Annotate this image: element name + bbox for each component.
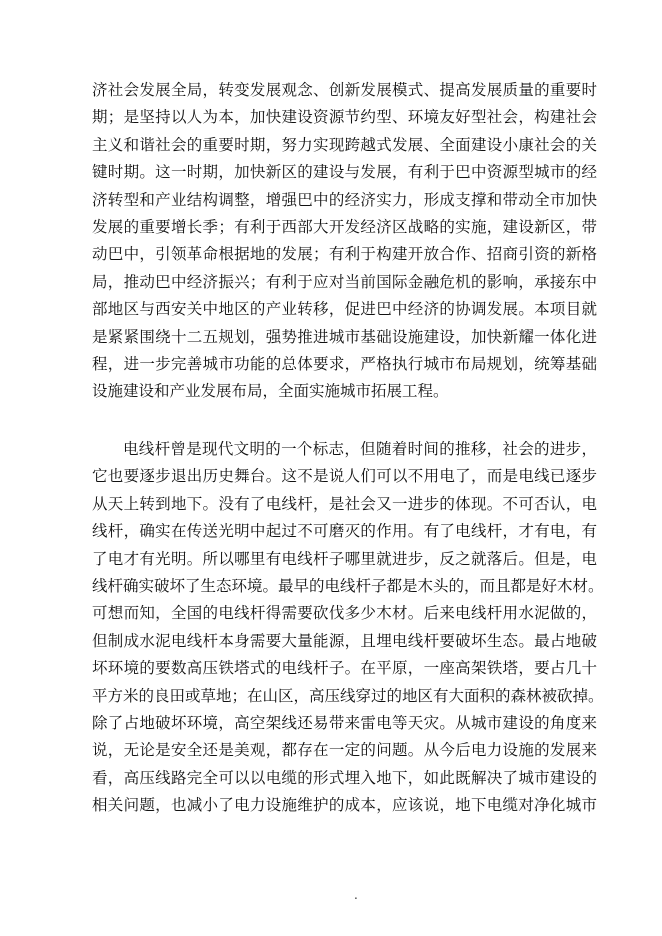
text-line: 看，高压线路完全可以以电缆的形式埋入地下，如此既解决了城市建设的 (92, 768, 597, 787)
text-line: 键时期。这一时期，加快新区的建设与发展，有利于巴中资源型城市的经 (92, 163, 597, 182)
text-line: 相关问题，也减小了电力设施维护的成本，应该说，地下电缆对净化城市 (92, 796, 597, 815)
text-line: 期；是坚持以人为本，加快建设资源节约型、环境友好型社会，构建社会 (92, 108, 597, 127)
text-line: 它也要逐步退出历史舞台。这不是说人们可以不用电了，而是电线已逐步 (92, 467, 597, 486)
paragraph-economic-development (92, 77, 597, 406)
text-line: 坏环境的要数高压铁塔式的电线杆子。在平原，一座高架铁塔，要占几十 (92, 659, 597, 678)
text-line: 可想而知，全国的电线杆得需要砍伐多少木材。后来电线杆用水泥做的， (92, 604, 597, 623)
text-line: 但制成水泥电线杆本身需要大量能源，且埋电线杆要破坏生态。最占地破 (92, 631, 597, 650)
text-line: 是紧紧围绕十二五规划，强势推进城市基础设施建设，加快新耀一体化进 (92, 327, 597, 346)
text-line: 济社会发展全局，转变发展观念、创新发展模式、提高发展质量的重要时 (92, 81, 597, 99)
text-line: 程，进一步完善城市功能的总体要求，严格执行城市布局规划，统筹基础 (92, 354, 597, 373)
text-line: 说，无论是安全还是美观，都存在一定的问题。从今后电力设施的发展来 (92, 741, 597, 760)
text-line: 从天上转到地下。没有了电线杆，是社会又一进步的体现。不可否认，电 (92, 494, 597, 513)
text-line: 线杆确实破坏了生态环境。最早的电线杆子都是木头的，而且都是好木材。 (92, 576, 604, 595)
paragraph-utility-poles (92, 436, 604, 819)
text-line: 动巴中，引领革命根据地的发展；有利于构建开放合作、招商引资的新格 (92, 245, 597, 264)
text-line: 发展的重要增长季；有利于西部大开发经济区战略的实施，建设新区，带 (92, 217, 597, 236)
text-line: 除了占地破坏环境，高空架线还易带来雷电等天灾。从城市建设的角度来 (92, 713, 597, 732)
page-footer-mark: . (354, 888, 358, 902)
text-line: 了电才有光明。所以哪里有电线杆子哪里就进步，反之就落后。但是，电 (92, 549, 597, 568)
text-line: 电线杆曾是现代文明的一个标志，但随着时间的推移，社会的进步， (123, 440, 597, 458)
text-line: 部地区与西安关中地区的产业转移，促进巴中经济的协调发展。本项目就 (92, 300, 597, 319)
text-line: 局，推动巴中经济振兴；有利于应对当前国际金融危机的影响，承接东中 (92, 272, 597, 291)
text-line: 设施建设和产业发展布局，全面实施城市拓展工程。 (92, 382, 449, 401)
text-line: 平方米的良田或草地；在山区，高压线穿过的地区有大面积的森林被砍掉。 (92, 686, 604, 705)
text-line: 线杆，确实在传送光明中起过不可磨灭的作用。有了电线杆，才有电，有 (92, 522, 597, 541)
text-line: 济转型和产业结构调整，增强巴中的经济实力，形成支撑和带动全市加快 (92, 190, 597, 209)
text-line: 主义和谐社会的重要时期，努力实现跨越式发展、全面建设小康社会的关 (92, 135, 597, 154)
